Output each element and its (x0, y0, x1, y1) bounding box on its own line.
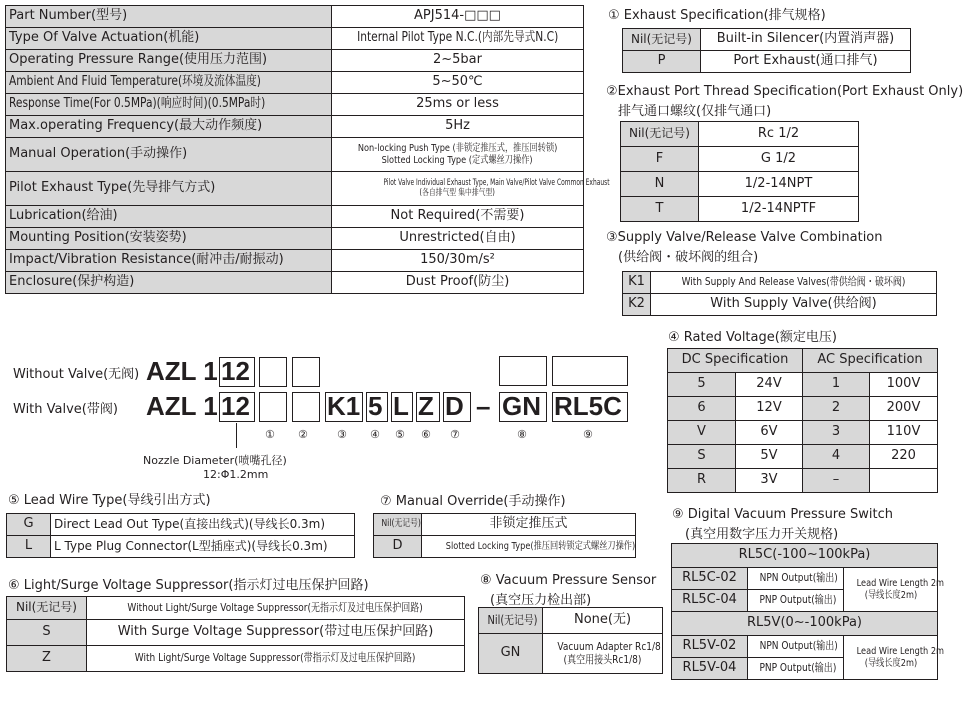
spec-value: 150/30m/s² (332, 250, 584, 272)
spec-label: Mounting Position(安装姿势) (6, 228, 332, 250)
dc-code: 5 (668, 373, 736, 397)
option-code: Nil(无记号) (487, 612, 538, 627)
dc-code: S (668, 445, 736, 469)
nozzle-diameter-value: 12:Φ1.2mm (203, 468, 269, 481)
spec-label: Part Number(型号) (6, 6, 332, 28)
option1-box (259, 357, 287, 387)
model-dash: – (476, 391, 491, 421)
spec-value: Not Required(不需要) (332, 206, 584, 228)
vacuum-sensor-title-2: (真空压力检出部) (490, 593, 592, 608)
exhaust-spec-title: ① Exhaust Specification(排气规格) (608, 8, 826, 23)
option-code: L (7, 536, 51, 558)
option-desc-2: (真空用接头Rc1/8) (563, 652, 642, 666)
spec-table (5, 5, 610, 294)
pressure-switch-title-2: (真空用数字压力开关规格) (685, 527, 839, 542)
option-number: ⑤ (395, 428, 405, 441)
manual-override-table (373, 513, 636, 558)
switch-output: NPN Output(输出) (759, 571, 838, 585)
dc-header: DC Specification (668, 349, 803, 373)
option-code: P (623, 51, 701, 73)
spec-label: Type Of Valve Actuation(机能) (6, 28, 332, 50)
diameter-code: 12 (221, 391, 250, 421)
option-desc: Vacuum Adapter Rc1/8 (557, 640, 661, 654)
suppressor-table (6, 596, 465, 672)
option-code: T (621, 197, 699, 222)
nozzle-leader-line (236, 423, 237, 448)
spec-value: 5~50℃ (332, 72, 584, 94)
port-thread-table (620, 121, 859, 222)
option7-code: D (445, 391, 464, 421)
option-code: Nil(无记号) (381, 518, 421, 530)
vacuum-sensor-table (478, 607, 663, 674)
rated-voltage-table (667, 348, 938, 493)
lead-wire-length-2: (导线长度2m) (864, 657, 917, 669)
option-code: K2 (623, 294, 651, 316)
ac-code: 1 (803, 373, 870, 397)
option-code: Nil(无记号) (7, 597, 87, 620)
spec-label: Lubrication(给油) (6, 206, 332, 228)
option-desc: 非锁定推压式 (422, 514, 636, 536)
spec-label: Max.operating Frequency(最大动作频度) (6, 116, 332, 138)
option4-code: 5 (368, 391, 383, 421)
supply-release-title-2: (供给阀・破坏阀的组合) (618, 250, 759, 265)
spec-value: Dust Proof(防尘) (332, 272, 584, 294)
spec-label: Pilot Exhaust Type(先导排气方式) (6, 172, 332, 206)
option-code: K1 (623, 272, 651, 294)
ac-header: AC Specification (803, 349, 938, 373)
supply-release-title: ③Supply Valve/Release Valve Combination (606, 230, 883, 245)
rated-voltage-title: ④ Rated Voltage(额定电压) (668, 330, 837, 345)
spec-value: 5Hz (332, 116, 584, 138)
option-number: ⑧ (517, 428, 527, 441)
option-desc: 1/2-14NPTF (699, 197, 859, 222)
option-code: S (7, 620, 87, 646)
pressure-switch-title: ⑨ Digital Vacuum Pressure Switch (672, 507, 893, 522)
port-thread-title: ②Exhaust Port Thread Specification(Port Exhaust Only) (606, 84, 963, 99)
option-number: ② (298, 428, 308, 441)
spec-label: Impact/Vibration Resistance(耐冲击/耐振动) (6, 250, 332, 272)
option-number: ① (265, 428, 275, 441)
option8-box (499, 356, 547, 386)
spec-value-2: Slotted Locking Type (定式螺丝刀操作) (381, 154, 534, 166)
switch-output: NPN Output(输出) (759, 639, 838, 653)
spec-value: 25ms or less (332, 94, 584, 116)
lead-wire-length-2: (导线长度2m) (864, 589, 917, 601)
ac-value: 200V (870, 397, 938, 421)
exhaust-spec-table (622, 28, 911, 73)
ac-code: – (803, 469, 870, 493)
option9-code: RL5C (554, 391, 622, 421)
port-thread-title-2: 排气通口螺纹(仅排气通口) (618, 104, 772, 119)
spec-value: APJ514-□□□ (332, 6, 584, 28)
ac-value: 100V (870, 373, 938, 397)
dc-value: 3V (736, 469, 803, 493)
ac-code: 2 (803, 397, 870, 421)
dc-code: R (668, 469, 736, 493)
dc-value: 5V (736, 445, 803, 469)
model-prefix: AZL 1 (146, 391, 218, 421)
option6-code: Z (418, 391, 434, 421)
option1-box (259, 392, 287, 422)
option-code: F (621, 147, 699, 172)
nozzle-diameter-label: Nozzle Diameter(喷嘴孔径) (143, 454, 287, 467)
diameter-code: 12 (221, 356, 250, 386)
dc-value: 6V (736, 421, 803, 445)
option3-code: K1 (327, 391, 361, 421)
option-desc: Without Light/Surge Voltage Suppressor(无指示灯及过电压保护回路) (127, 600, 424, 614)
option-desc: With Supply And Release Valves(带供给阀・破坏阀) (681, 275, 906, 289)
option8-code: GN (502, 391, 541, 421)
pressure-switch-table (671, 543, 945, 680)
option2-box (292, 357, 320, 387)
option-desc: Direct Lead Out Type(直接出线式)(导线长0.3m) (51, 514, 355, 536)
manual-override-title: ⑦ Manual Override(手动操作) (380, 494, 566, 509)
switch-group-1: RL5C(-100~100kPa) (672, 544, 938, 568)
switch-code: RL5C-04 (672, 590, 748, 612)
option-code: Nil(无记号) (623, 29, 701, 51)
switch-output: PNP Output(输出) (759, 661, 837, 675)
option-number: ⑦ (450, 428, 460, 441)
option-desc: With Supply Valve(供给阀) (651, 294, 937, 316)
dc-code: V (668, 421, 736, 445)
switch-code: RL5C-02 (672, 568, 748, 590)
option-desc: Slotted Locking Type(推压回转锁定式螺丝刀操作) (445, 540, 636, 552)
switch-group-2: RL5V(0~-100kPa) (672, 612, 938, 636)
spec-label: Response Time(For 0.5MPa)(响应时间)(0.5MPa时) (9, 96, 266, 112)
suppressor-title: ⑥ Light/Surge Voltage Suppressor(指示灯过电压保护回路) (8, 578, 369, 593)
spec-label: Operating Pressure Range(使用压力范围) (6, 50, 332, 72)
with-valve-label: With Valve(带阀) (13, 402, 118, 417)
option-desc: L Type Plug Connector(L型插座式)(导线长0.3m) (51, 536, 355, 558)
option-number: ⑥ (421, 428, 431, 441)
dc-value: 12V (736, 397, 803, 421)
option-desc: 1/2-14NPT (699, 172, 859, 197)
option-desc: Built-in Silencer(内置消声器) (701, 29, 911, 51)
option-desc: With Surge Voltage Suppressor(带过电压保护回路) (87, 620, 465, 646)
model-prefix: AZL 1 (146, 356, 218, 386)
without-valve-label: Without Valve(无阀) (13, 367, 140, 382)
switch-output: PNP Output(输出) (759, 593, 837, 607)
option-code: G (7, 514, 51, 536)
vacuum-sensor-title: ⑧ Vacuum Pressure Sensor (480, 573, 657, 588)
spec-value-2: (各自排气型 集中排气型) (419, 187, 496, 198)
option-code: D (374, 536, 422, 558)
spec-label: Enclosure(保护构造) (6, 272, 332, 294)
lead-wire-length: Lead Wire Length 2m (856, 646, 945, 658)
spec-value: Unrestricted(自由) (332, 228, 584, 250)
option-code: Nil(无记号) (621, 122, 699, 147)
option-code: GN (479, 634, 543, 674)
option-desc: Port Exhaust(通口排气) (701, 51, 911, 73)
option2-box (292, 392, 320, 422)
spec-value: 2~5bar (332, 50, 584, 72)
switch-code: RL5V-04 (672, 658, 748, 680)
option-desc: With Light/Surge Voltage Suppressor(带指示灯及过电压保护回路) (135, 651, 416, 665)
spec-value: Non-locking Push Type (非锁定推压式，推压回转锁) (357, 143, 558, 155)
option-code: Z (7, 646, 87, 672)
spec-value: Pilot Valve Individual Exhaust Type, Main Valve/Pilot Valve Common Exhaust (383, 177, 610, 188)
option-desc: None(无) (543, 608, 663, 634)
ac-code: 4 (803, 445, 870, 469)
option-desc: G 1/2 (699, 147, 859, 172)
spec-label: Ambient And Fluid Temperature(环境及流体温度) (9, 74, 261, 90)
switch-code: RL5V-02 (672, 636, 748, 658)
dc-value: 24V (736, 373, 803, 397)
option5-code: L (393, 391, 409, 421)
dc-code: 6 (668, 397, 736, 421)
spec-label: Manual Operation(手动操作) (6, 138, 332, 172)
lead-wire-length: Lead Wire Length 2m (856, 578, 945, 590)
ac-value: 220 (870, 445, 938, 469)
option-number: ③ (337, 428, 347, 441)
lead-wire-title: ⑤ Lead Wire Type(导线引出方式) (8, 493, 211, 508)
spec-value: Internal Pilot Type N.C.(内部先导式N.C) (357, 30, 559, 46)
option9-box (552, 356, 628, 386)
ac-value: 110V (870, 421, 938, 445)
option-number: ⑨ (583, 428, 593, 441)
ac-value (870, 469, 938, 493)
supply-release-table (622, 271, 937, 316)
option-number: ④ (370, 428, 380, 441)
option-desc: Rc 1/2 (699, 122, 859, 147)
ac-code: 3 (803, 421, 870, 445)
option-code: N (621, 172, 699, 197)
lead-wire-table (6, 513, 355, 558)
